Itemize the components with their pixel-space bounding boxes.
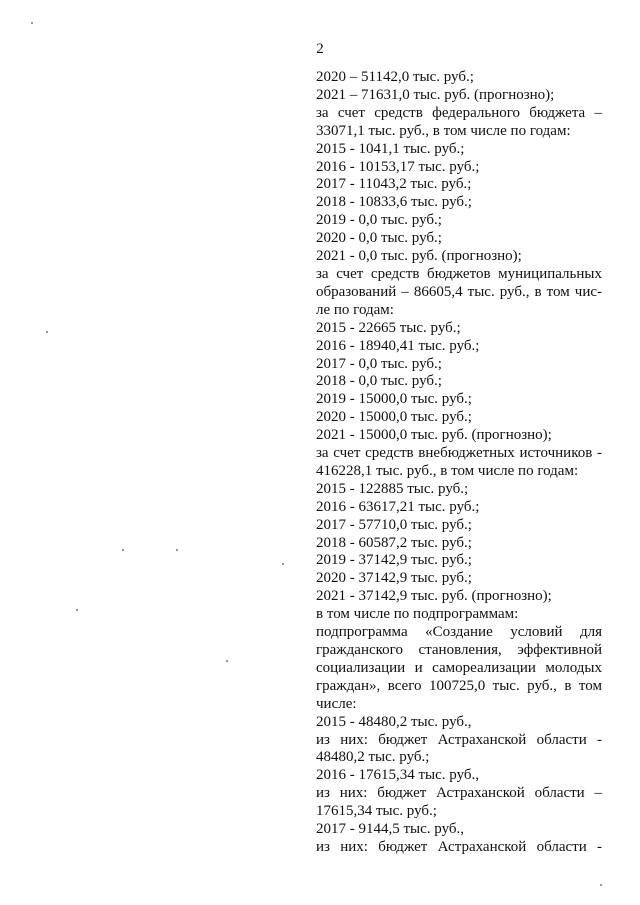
text-line: 2021 - 15000,0 тыс. руб. (прогнозно);: [316, 427, 552, 444]
text-line: 2021 - 37142,9 тыс. руб. (прогнозно);: [316, 588, 552, 605]
text-line: социализации и самореализации молодых: [316, 659, 602, 676]
text-line: ле по годам:: [316, 301, 394, 318]
text-line: 2016 - 18940,41 тыс. руб.;: [316, 337, 480, 354]
text-line: 2019 - 0,0 тыс. руб.;: [316, 212, 442, 229]
text-line: в том числе по подпрограммам:: [316, 606, 519, 623]
text-line: 2019 - 37142,9 тыс. руб.;: [316, 552, 472, 569]
text-line: 2021 – 71631,0 тыс. руб. (прогнозно);: [316, 86, 555, 103]
scan-speck: [282, 563, 284, 565]
text-line: 2018 - 0,0 тыс. руб.;: [316, 373, 442, 390]
text-line: 2016 - 10153,17 тыс. руб.;: [316, 158, 480, 175]
text-line: 2020 - 37142,9 тыс. руб.;: [316, 570, 472, 587]
text-line: числе:: [316, 695, 357, 712]
text-line: 2015 - 122885 тыс. руб.;: [316, 480, 469, 497]
text-line: за счет средств бюджетов муниципальных: [316, 265, 602, 282]
text-line: 2016 - 63617,21 тыс. руб.;: [316, 498, 480, 515]
text-line: из них: бюджет Астраханской области –: [316, 785, 602, 802]
text-line: образований – 86605,4 тыс. руб., в том чис-: [316, 283, 602, 300]
scan-speck: [600, 884, 602, 886]
text-line: 33071,1 тыс. руб., в том числе по годам:: [316, 122, 571, 139]
text-line: из них: бюджет Астраханской области -: [316, 731, 602, 748]
text-line: 2015 - 1041,1 тыс. руб.;: [316, 140, 465, 157]
text-line: 2015 - 22665 тыс. руб.;: [316, 319, 461, 336]
text-line: 2015 - 48480,2 тыс. руб.,: [316, 713, 472, 730]
scan-speck: [122, 549, 124, 551]
scan-speck: [31, 22, 33, 24]
text-line: 48480,2 тыс. руб.;: [316, 749, 430, 766]
text-line: 2021 - 0,0 тыс. руб. (прогнозно);: [316, 248, 522, 265]
text-line: 17615,34 тыс. руб.;: [316, 803, 437, 820]
page-number: 2: [316, 41, 324, 57]
text-line: 2017 - 11043,2 тыс. руб.;: [316, 176, 472, 193]
text-line: 2019 - 15000,0 тыс. руб.;: [316, 391, 472, 408]
text-line: 2020 – 51142,0 тыс. руб.;: [316, 69, 474, 85]
text-line: подпрограмма «Создание условий для: [316, 624, 602, 641]
text-line: 416228,1 тыс. руб., в том числе по годам:: [316, 462, 579, 479]
text-line: 2017 - 9144,5 тыс. руб.,: [316, 821, 465, 838]
scan-speck: [176, 549, 178, 551]
text-line: 2016 - 17615,34 тыс. руб.,: [316, 767, 480, 784]
text-line: 2017 - 57710,0 тыс. руб.;: [316, 516, 472, 533]
text-line: 2020 - 0,0 тыс. руб.;: [316, 230, 442, 247]
scan-speck: [76, 609, 78, 611]
text-line: за счет средств федерального бюджета –: [316, 104, 602, 121]
text-line: граждан», всего 100725,0 тыс. руб., в том: [316, 677, 602, 694]
text-line: 2020 - 15000,0 тыс. руб.;: [316, 409, 472, 426]
text-line: гражданского становления, эффективной: [316, 642, 602, 658]
text-line: за счет средств внебюджетных источников -: [316, 445, 602, 462]
scan-speck: [226, 660, 228, 662]
scan-speck: [46, 331, 48, 333]
text-line: 2018 - 10833,6 тыс. руб.;: [316, 194, 472, 211]
text-line: 2018 - 60587,2 тыс. руб.;: [316, 534, 472, 551]
text-line: из них: бюджет Астраханской области -: [316, 838, 602, 855]
text-line: 2017 - 0,0 тыс. руб.;: [316, 355, 442, 372]
text-column: [316, 69, 602, 857]
